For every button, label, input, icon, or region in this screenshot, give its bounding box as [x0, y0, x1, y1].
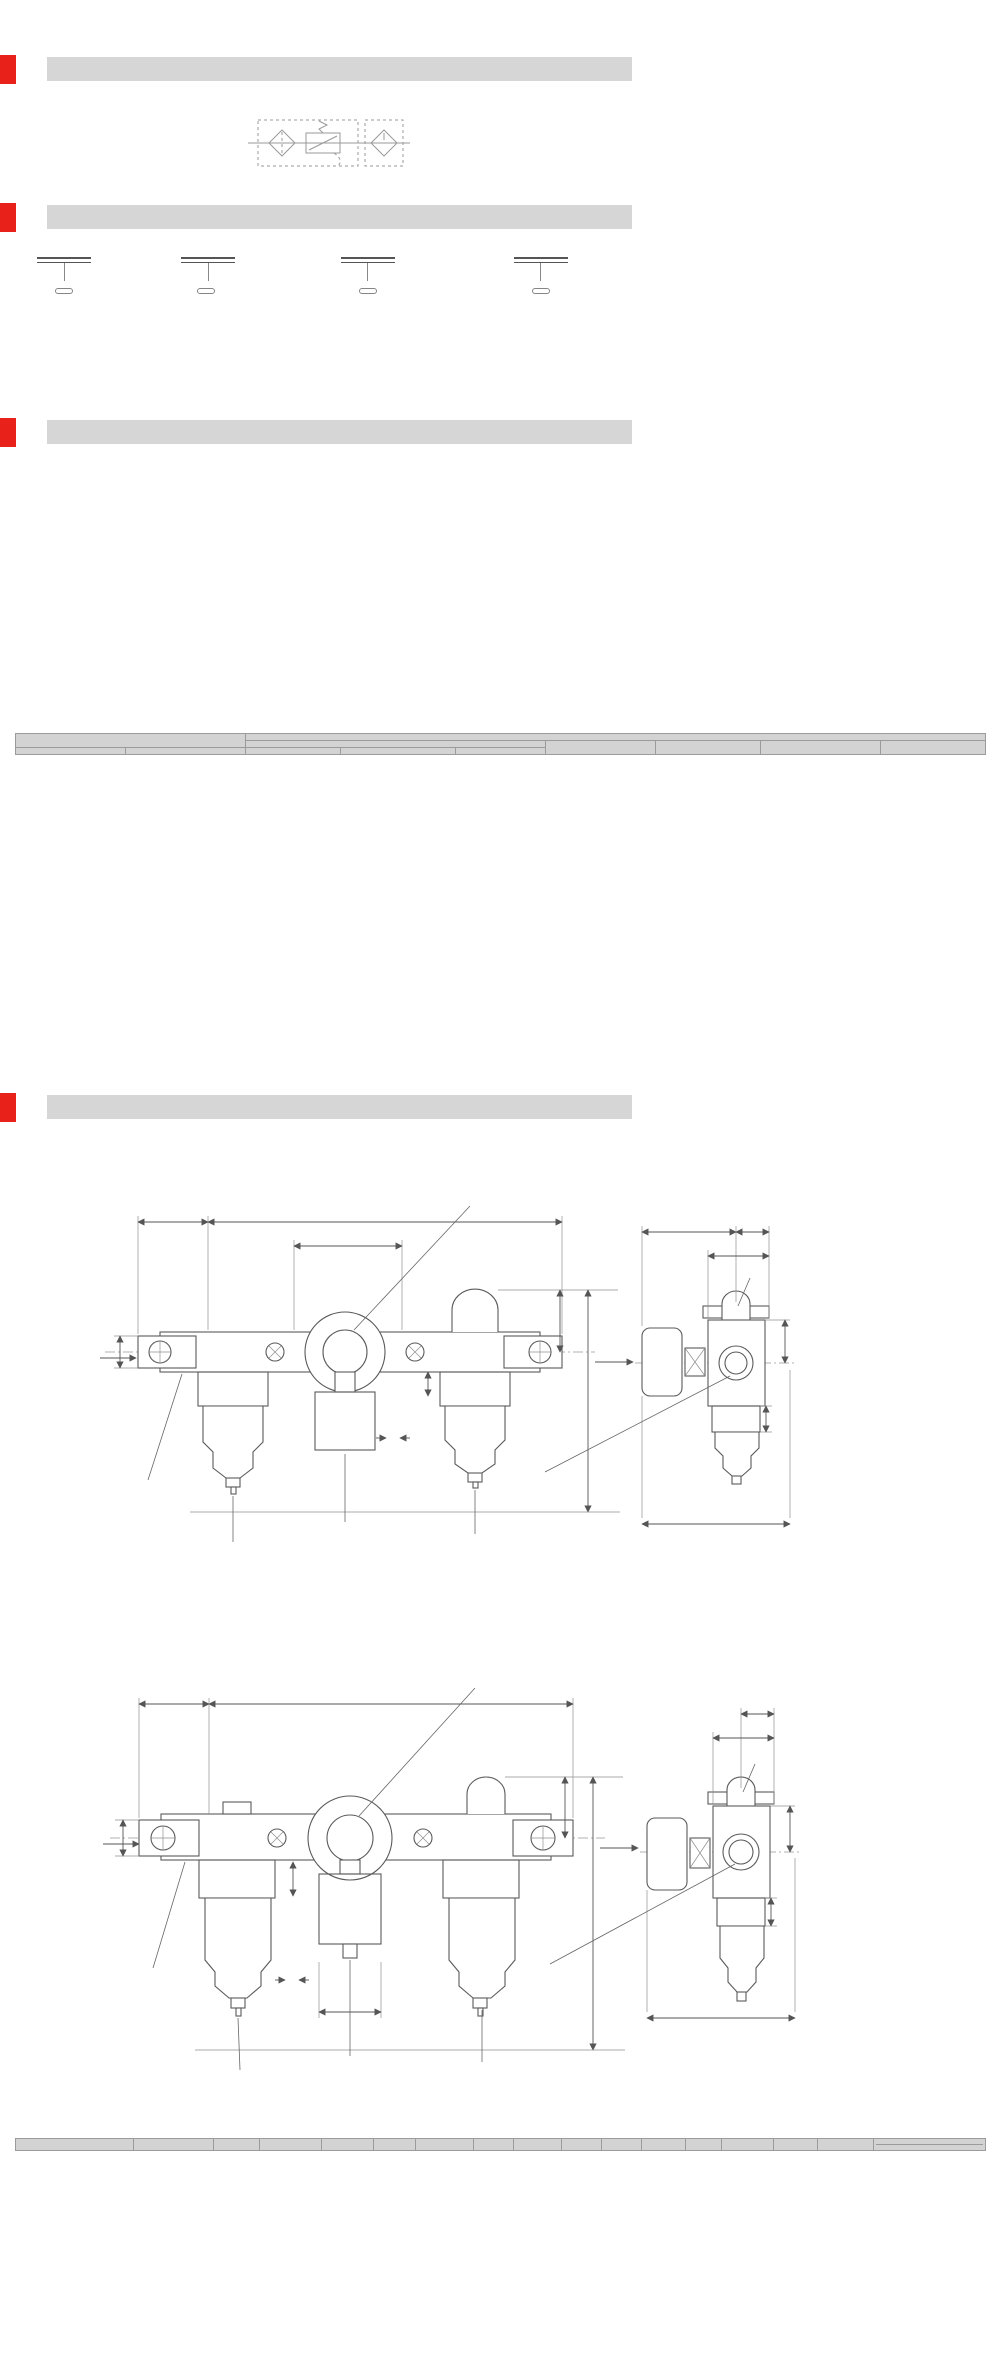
col-f: [474, 2139, 514, 2151]
section-header-model: [0, 200, 632, 234]
red-square-marker: [0, 203, 16, 232]
tag-body-size: [197, 288, 215, 294]
dimension-figure-ac1000-2000: [90, 1180, 810, 1565]
lubricator-dome: [452, 1289, 498, 1332]
dimension-lines: [103, 1688, 638, 2070]
connector-line: [64, 263, 65, 281]
lubricator-bowl: [445, 1406, 505, 1473]
red-square-marker: [0, 418, 16, 447]
designation-thread-port: [310, 255, 425, 309]
col-lubricator: [456, 748, 546, 755]
col-d: [374, 2139, 416, 2151]
front-view: [105, 1289, 595, 1494]
regulator-knob: [315, 1392, 375, 1450]
front-view: [110, 1777, 605, 2016]
pneumatic-symbol-diagram: [248, 116, 410, 170]
col-weight: [881, 741, 986, 755]
col-components: [246, 741, 546, 748]
col-bore: [134, 2139, 214, 2151]
col-regulator: [341, 748, 456, 755]
col-p: [818, 2139, 874, 2151]
col-port: [656, 741, 761, 755]
section-header-symbol: [0, 52, 632, 86]
tag-drain-type: [532, 288, 550, 294]
gray-bar: [47, 1095, 632, 1119]
col-model: [16, 2139, 134, 2151]
col-k: [642, 2139, 686, 2151]
regulator-knob: [319, 1874, 381, 1944]
red-square-marker: [0, 1093, 16, 1122]
filter-ribs: [199, 1860, 275, 1898]
designation-drain-type: [483, 255, 598, 304]
col-e: [416, 2139, 474, 2151]
gray-bar: [47, 420, 632, 444]
connector-line: [367, 263, 368, 281]
col-filter: [246, 748, 341, 755]
col-m: [722, 2139, 774, 2151]
tag-series: [55, 288, 73, 294]
lubricator-ribs: [443, 1860, 519, 1898]
dimension-table: [15, 2138, 986, 2151]
connector-line: [540, 263, 541, 281]
col-model: [16, 734, 246, 748]
col-h: [562, 2139, 602, 2151]
connector-line: [208, 263, 209, 281]
designation-body-size: [168, 255, 248, 299]
model-component-table: [15, 733, 986, 755]
dimension-figure-ac3000-5000: [95, 1662, 815, 2112]
section-header-spec: [0, 415, 632, 449]
gauge-side: [647, 1818, 687, 1890]
filter-bowl: [205, 1898, 271, 1998]
header-row: [16, 2139, 986, 2151]
col-c: [322, 2139, 374, 2151]
header-row: [16, 734, 986, 741]
col-b: [260, 2139, 322, 2151]
col-j: [602, 2139, 642, 2151]
section-header-dims: [0, 1090, 632, 1124]
filter-ribs: [198, 1372, 268, 1406]
gray-bar: [47, 205, 632, 229]
col-a: [214, 2139, 260, 2151]
gauge-side: [642, 1328, 682, 1396]
side-view: [550, 1708, 801, 2018]
col-flow: [546, 741, 656, 755]
lubricator-ribs: [440, 1372, 510, 1406]
col-spec: [246, 734, 986, 741]
col-l: [686, 2139, 722, 2151]
standard-spec-table: [15, 462, 985, 465]
col-auto-drain-b: [874, 2139, 986, 2151]
filter-bowl: [203, 1406, 263, 1478]
gray-bar: [47, 57, 632, 81]
col-n: [774, 2139, 818, 2151]
red-square-marker: [0, 55, 16, 84]
regulator-spring: [319, 121, 327, 133]
designation-series: [25, 255, 103, 299]
col-gauge-port: [761, 741, 881, 755]
col-manual-drain: [16, 748, 126, 755]
col-g: [514, 2139, 562, 2151]
pilot-line: [334, 153, 340, 166]
lubricator-dome: [467, 1777, 505, 1814]
col-auto-drain: [126, 748, 246, 755]
auto-drain-header: [876, 2142, 983, 2145]
lubricator-bowl: [449, 1898, 515, 1998]
tag-thread-port: [359, 288, 377, 294]
side-view: [545, 1226, 796, 1524]
